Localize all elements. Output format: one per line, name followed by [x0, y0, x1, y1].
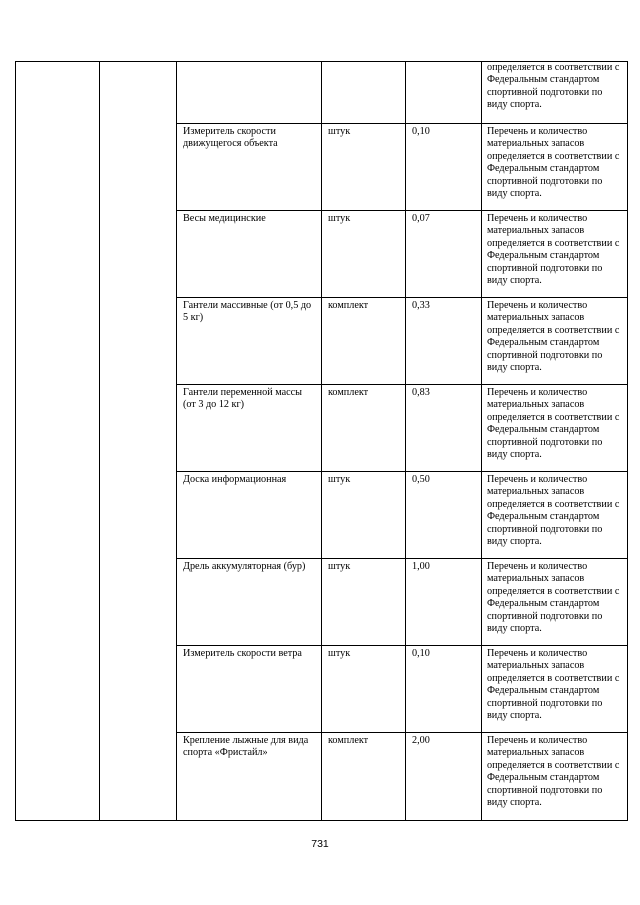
- item-unit: штук: [328, 213, 351, 224]
- item-name: Гантели массивные (от 0,5 до 5 кг): [183, 300, 312, 324]
- unit-cell: [322, 646, 406, 733]
- item-unit: [322, 62, 405, 64]
- item-unit: комплект: [328, 300, 369, 311]
- item-name-cell: [177, 298, 322, 385]
- qty-cell: [406, 211, 482, 298]
- item-qty: 0,83: [412, 387, 430, 398]
- item-name: [177, 62, 321, 64]
- item-name: Дрель аккумуляторная (бур): [183, 561, 306, 572]
- item-name-cell: [177, 472, 322, 559]
- item-name-cell: [177, 62, 322, 124]
- unit-cell: [322, 298, 406, 385]
- item-name-cell: [177, 559, 322, 646]
- qty-cell: [406, 646, 482, 733]
- qty-cell: [406, 385, 482, 472]
- note-cell: [482, 646, 628, 733]
- item-name-cell: [177, 211, 322, 298]
- qty-cell: [406, 733, 482, 821]
- item-qty: [406, 62, 481, 64]
- item-qty: 1,00: [412, 561, 430, 572]
- item-note: Перечень и количество материальных запасов определяется в соответствии с Федеральным стандартом спортивной подготовки по виду спорта.: [487, 561, 620, 635]
- item-name-cell: [177, 124, 322, 211]
- qty-cell: [406, 472, 482, 559]
- page-number: 731: [311, 838, 329, 850]
- item-note: Перечень и количество материальных запасов определяется в соответствии с Федеральным стандартом спортивной подготовки по виду спорта.: [487, 126, 620, 200]
- item-unit: штук: [328, 126, 351, 137]
- item-qty: 0,10: [412, 126, 430, 137]
- item-name: Весы медицинские: [183, 213, 266, 224]
- item-name: Доска информационная: [183, 474, 287, 485]
- unit-cell: [322, 559, 406, 646]
- note-cell: [482, 385, 628, 472]
- group-cell-2: [100, 62, 177, 821]
- item-name: Измеритель скорости движущегося объекта: [183, 126, 278, 150]
- note-cell: [482, 62, 628, 124]
- unit-cell: [322, 211, 406, 298]
- item-unit: комплект: [328, 387, 369, 398]
- item-name: Измеритель скорости ветра: [183, 648, 302, 659]
- item-note: Перечень и количество материальных запасов определяется в соответствии с Федеральным стандартом спортивной подготовки по виду спорта.: [487, 648, 620, 722]
- materials-table-body: [16, 62, 628, 821]
- note-cell: [482, 298, 628, 385]
- unit-cell: [322, 385, 406, 472]
- qty-cell: [406, 298, 482, 385]
- note-cell: [482, 211, 628, 298]
- qty-cell: [406, 559, 482, 646]
- note-cell: [482, 559, 628, 646]
- item-unit: штук: [328, 648, 351, 659]
- item-qty: 2,00: [412, 735, 430, 746]
- item-name: Крепление лыжные для вида спорта «Фристайл»: [183, 735, 309, 759]
- item-qty: 0,10: [412, 648, 430, 659]
- note-cell: [482, 733, 628, 821]
- note-cell: [482, 472, 628, 559]
- item-name: Гантели переменной массы (от 3 до 12 кг): [183, 387, 303, 411]
- materials-table: [15, 61, 628, 821]
- unit-cell: [322, 62, 406, 124]
- qty-cell: [406, 62, 482, 124]
- item-note: определяется в соответствии с Федеральным стандартом спортивной подготовки по виду спорта.: [487, 62, 620, 111]
- item-qty: 0,50: [412, 474, 430, 485]
- item-note: Перечень и количество материальных запасов определяется в соответствии с Федеральным стандартом спортивной подготовки по виду спорта.: [487, 735, 620, 809]
- item-qty: 0,07: [412, 213, 430, 224]
- group-cell-1: [16, 62, 100, 821]
- item-note: Перечень и количество материальных запасов определяется в соответствии с Федеральным стандартом спортивной подготовки по виду спорта.: [487, 387, 620, 461]
- item-unit: штук: [328, 561, 351, 572]
- item-name-cell: [177, 646, 322, 733]
- item-name-cell: [177, 733, 322, 821]
- unit-cell: [322, 733, 406, 821]
- note-cell: [482, 124, 628, 211]
- item-unit: комплект: [328, 735, 369, 746]
- item-unit: штук: [328, 474, 351, 485]
- unit-cell: [322, 472, 406, 559]
- item-note: Перечень и количество материальных запасов определяется в соответствии с Федеральным стандартом спортивной подготовки по виду спорта.: [487, 213, 620, 287]
- table-row: [16, 62, 628, 124]
- item-qty: 0,33: [412, 300, 430, 311]
- item-name-cell: [177, 385, 322, 472]
- item-note: Перечень и количество материальных запасов определяется в соответствии с Федеральным стандартом спортивной подготовки по виду спорта.: [487, 474, 620, 548]
- qty-cell: [406, 124, 482, 211]
- item-note: Перечень и количество материальных запасов определяется в соответствии с Федеральным стандартом спортивной подготовки по виду спорта.: [487, 300, 620, 374]
- unit-cell: [322, 124, 406, 211]
